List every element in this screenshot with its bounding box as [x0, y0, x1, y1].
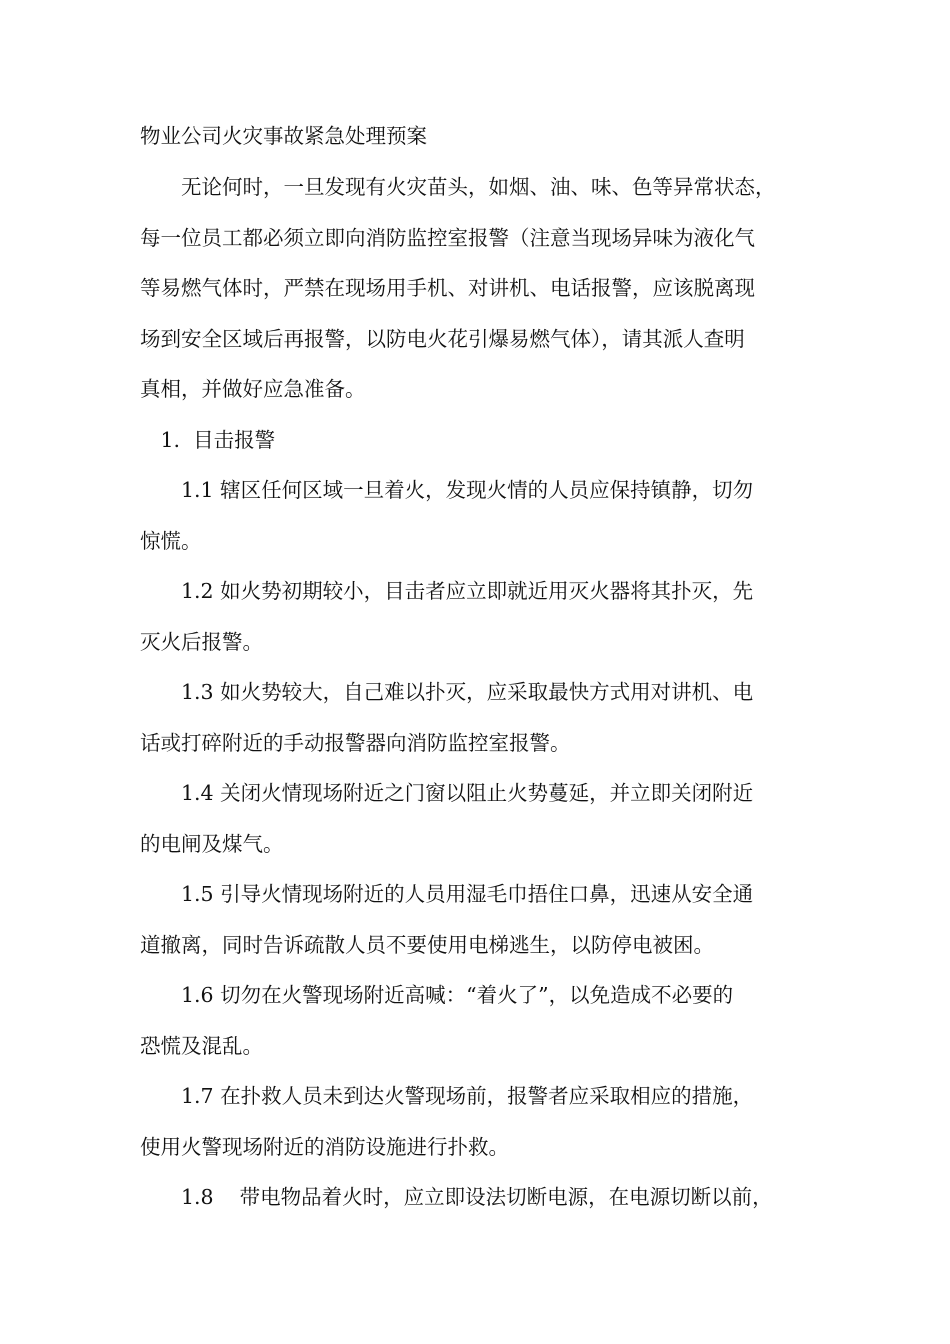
intro-paragraph	[140, 162, 830, 415]
intro-line: 真相，并做好应急准备。	[140, 377, 366, 401]
document-body	[140, 116, 830, 1223]
list-item	[140, 667, 830, 768]
item-line: 1.3 如火势较大，自己难以扑灭，应采取最快方式用对讲机、电	[181, 680, 754, 704]
list-item	[140, 768, 830, 869]
intro-line: 场到安全区域后再报警，以防电火花引爆易燃气体），请其派人查明	[140, 326, 745, 351]
item-line: 1.1 辖区任何区域一旦着火，发现火情的人员应保持镇静，切勿	[181, 478, 754, 502]
item-line: 1.8 带电物品着火时，应立即设法切断电源，在电源切断以前，	[181, 1185, 773, 1209]
item-line: 1.7 在扑救人员未到达火警现场前，报警者应采取相应的措施，	[181, 1084, 754, 1108]
item-line: 1.5 引导火情现场附近的人员用湿毛巾捂住口鼻，迅速从安全通	[181, 882, 754, 906]
item-line: 1.2 如火势初期较小，目击者应立即就近用灭火器将其扑灭，先	[181, 579, 754, 603]
list-item	[140, 465, 830, 566]
intro-line: 等易燃气体时，严禁在现场用手机、对讲机、电话报警，应该脱离现	[140, 276, 755, 300]
section-heading: 1. 目击报警	[160, 427, 276, 452]
intro-line: 无论何时，一旦发现有火灾苗头，如烟、油、味、色等异常状态，	[181, 175, 776, 199]
list-item	[140, 566, 830, 667]
intro-line: 每一位员工都必须立即向消防监控室报警（注意当现场异味为液化气	[140, 225, 755, 250]
item-line: 话或打碎附近的手动报警器向消防监控室报警。	[140, 730, 571, 755]
item-line: 道撤离，同时告诉疏散人员不要使用电梯逃生，以防停电被困。	[140, 932, 714, 957]
item-line: 1.6 切勿在火警现场附近高喊：“着火了”，以免造成不必要的	[181, 983, 734, 1007]
item-line: 使用火警现场附近的消防设施进行扑救。	[140, 1134, 509, 1159]
list-item	[140, 970, 830, 1071]
item-line: 恐慌及混乱。	[140, 1033, 263, 1058]
item-line: 的电闸及煤气。	[140, 831, 284, 856]
list-item	[140, 1071, 830, 1172]
item-line: 1.4 关闭火情现场附近之门窗以阻止火势蔓延，并立即关闭附近	[181, 781, 754, 805]
document-title: 物业公司火灾事故紧急处理预案	[140, 124, 427, 148]
item-line: 灭火后报警。	[140, 629, 263, 654]
item-line: 惊慌。	[140, 528, 202, 553]
list-item	[140, 1172, 830, 1223]
list-item	[140, 869, 830, 970]
